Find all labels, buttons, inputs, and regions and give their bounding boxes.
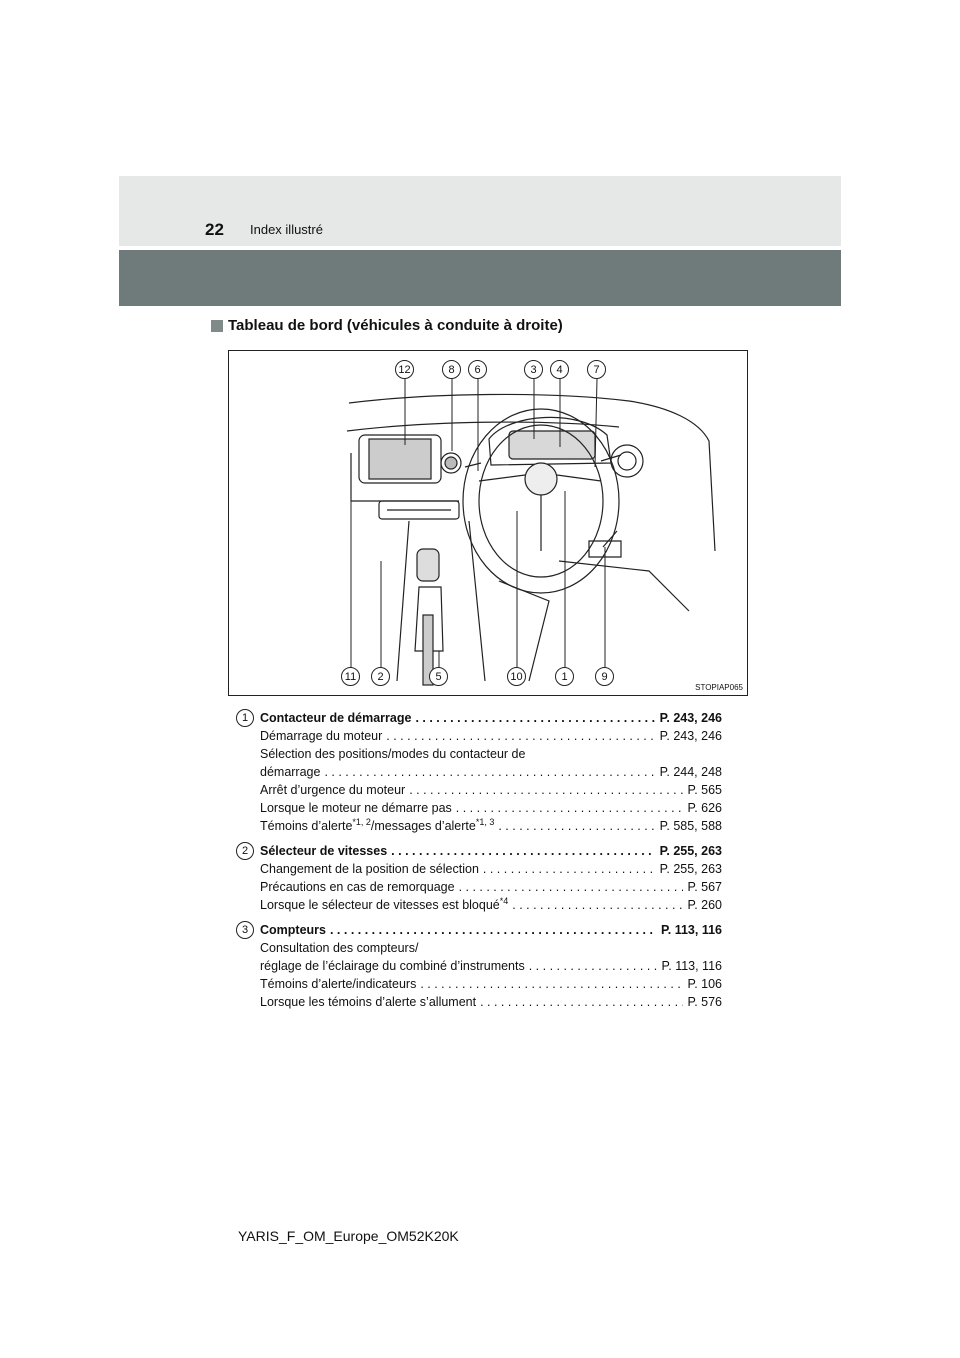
section-marker-icon [211, 320, 223, 332]
dashboard-drawing [229, 351, 748, 696]
footer-code: YARIS_F_OM_Europe_OM52K20K [238, 1228, 459, 1244]
item-title: Sélecteur de vitesses [260, 844, 388, 858]
page-number: 22 [205, 220, 224, 239]
footnote-ref: *1, 2 [352, 816, 371, 827]
item-number: 1 [236, 709, 254, 727]
item-number: 3 [236, 921, 254, 939]
item-number: 2 [236, 842, 254, 860]
section-title: Tableau de bord (véhicules à conduite à droite) [228, 317, 563, 334]
index-list [236, 709, 722, 1018]
page-reference-link[interactable]: P. 243, 246 [659, 729, 722, 743]
sub-entry: Consultation des compteurs/ [260, 941, 419, 955]
page-reference-link[interactable]: P. 567 [687, 880, 722, 894]
footnote-ref: *4 [499, 895, 509, 906]
callout-top-5: 4 [550, 360, 569, 379]
callout-top-1: 12 [395, 360, 414, 379]
sub-entry: Changement de la position de sélection . . . P. 255, 263 [236, 860, 722, 878]
sub-entry: démarrage . . . P. 244, 248 [236, 763, 722, 781]
callout-bottom-3: 5 [429, 667, 448, 686]
sub-entry: Témoins d’alerte$^{*1, 2}$/messages d’alerte$^{*1, 3}$ . . . P. 585, 588 [236, 817, 722, 835]
item-heading [236, 709, 722, 727]
sub-entry: Lorsque le sélecteur de vitesses est bloqué$^{*4}$ . . . P. 260 [236, 896, 722, 914]
callout-top-2: 8 [442, 360, 461, 379]
callout-top-4: 3 [524, 360, 543, 379]
page-reference-link[interactable]: P. 243, 246 [659, 711, 722, 725]
footnote-ref: *1, 3 [475, 816, 495, 827]
callout-top-3: 6 [468, 360, 487, 379]
sub-entry: Lorsque le moteur ne démarre pas . . . P. 626 [236, 799, 722, 817]
sub-entry: Précautions en cas de remorquage . . . P. 567 [236, 878, 722, 896]
sub-entry: Arrêt d’urgence du moteur . . . P. 565 [236, 781, 722, 799]
callout-bottom-1: 11 [341, 667, 360, 686]
page-reference-link[interactable]: P. 626 [687, 801, 722, 815]
dashboard-illustration [228, 350, 748, 696]
item-title: Compteurs [260, 923, 326, 937]
item-heading [236, 842, 722, 860]
page-reference-link[interactable]: P. 565 [687, 783, 722, 797]
item-title: Contacteur de démarrage [260, 711, 412, 725]
page-reference-link[interactable]: P. 244, 248 [659, 765, 722, 779]
page-reference-link[interactable]: P. 113, 116 [661, 959, 722, 973]
item-heading [236, 921, 722, 939]
page-reference-link[interactable]: P. 260 [687, 898, 722, 912]
header-dark-band [119, 250, 841, 306]
header-band [119, 176, 841, 246]
page-reference-link[interactable]: P. 585, 588 [659, 819, 722, 833]
callout-bottom-5: 1 [555, 667, 574, 686]
sub-entry: Témoins d’alerte/indicateurs . . . P. 106 [236, 975, 722, 993]
header-title: Index illustré [250, 222, 323, 237]
page-reference-link[interactable]: P. 255, 263 [659, 862, 722, 876]
page-reference-link[interactable]: P. 113, 116 [661, 923, 722, 937]
sub-entry: réglage de l’éclairage du combiné d’instruments . . . P. 113, 116 [236, 957, 722, 975]
callout-top-6: 7 [587, 360, 606, 379]
callout-bottom-2: 2 [371, 667, 390, 686]
sub-entry: Lorsque les témoins d’alerte s’allument . . . P. 576 [236, 993, 722, 1011]
page-reference-link[interactable]: P. 106 [687, 977, 722, 991]
list-item [236, 842, 722, 914]
sub-entry: Démarrage du moteur . . . P. 243, 246 [236, 727, 722, 745]
list-item [236, 709, 722, 835]
list-item [236, 921, 722, 1011]
callout-bottom-4: 10 [507, 667, 526, 686]
sub-entry: Sélection des positions/modes du contacteur de [260, 747, 526, 761]
figure-code: STOPIAP065 [695, 683, 743, 692]
page-reference-link[interactable]: P. 576 [687, 995, 722, 1009]
callout-bottom-6: 9 [595, 667, 614, 686]
page-reference-link[interactable]: P. 255, 263 [659, 844, 722, 858]
